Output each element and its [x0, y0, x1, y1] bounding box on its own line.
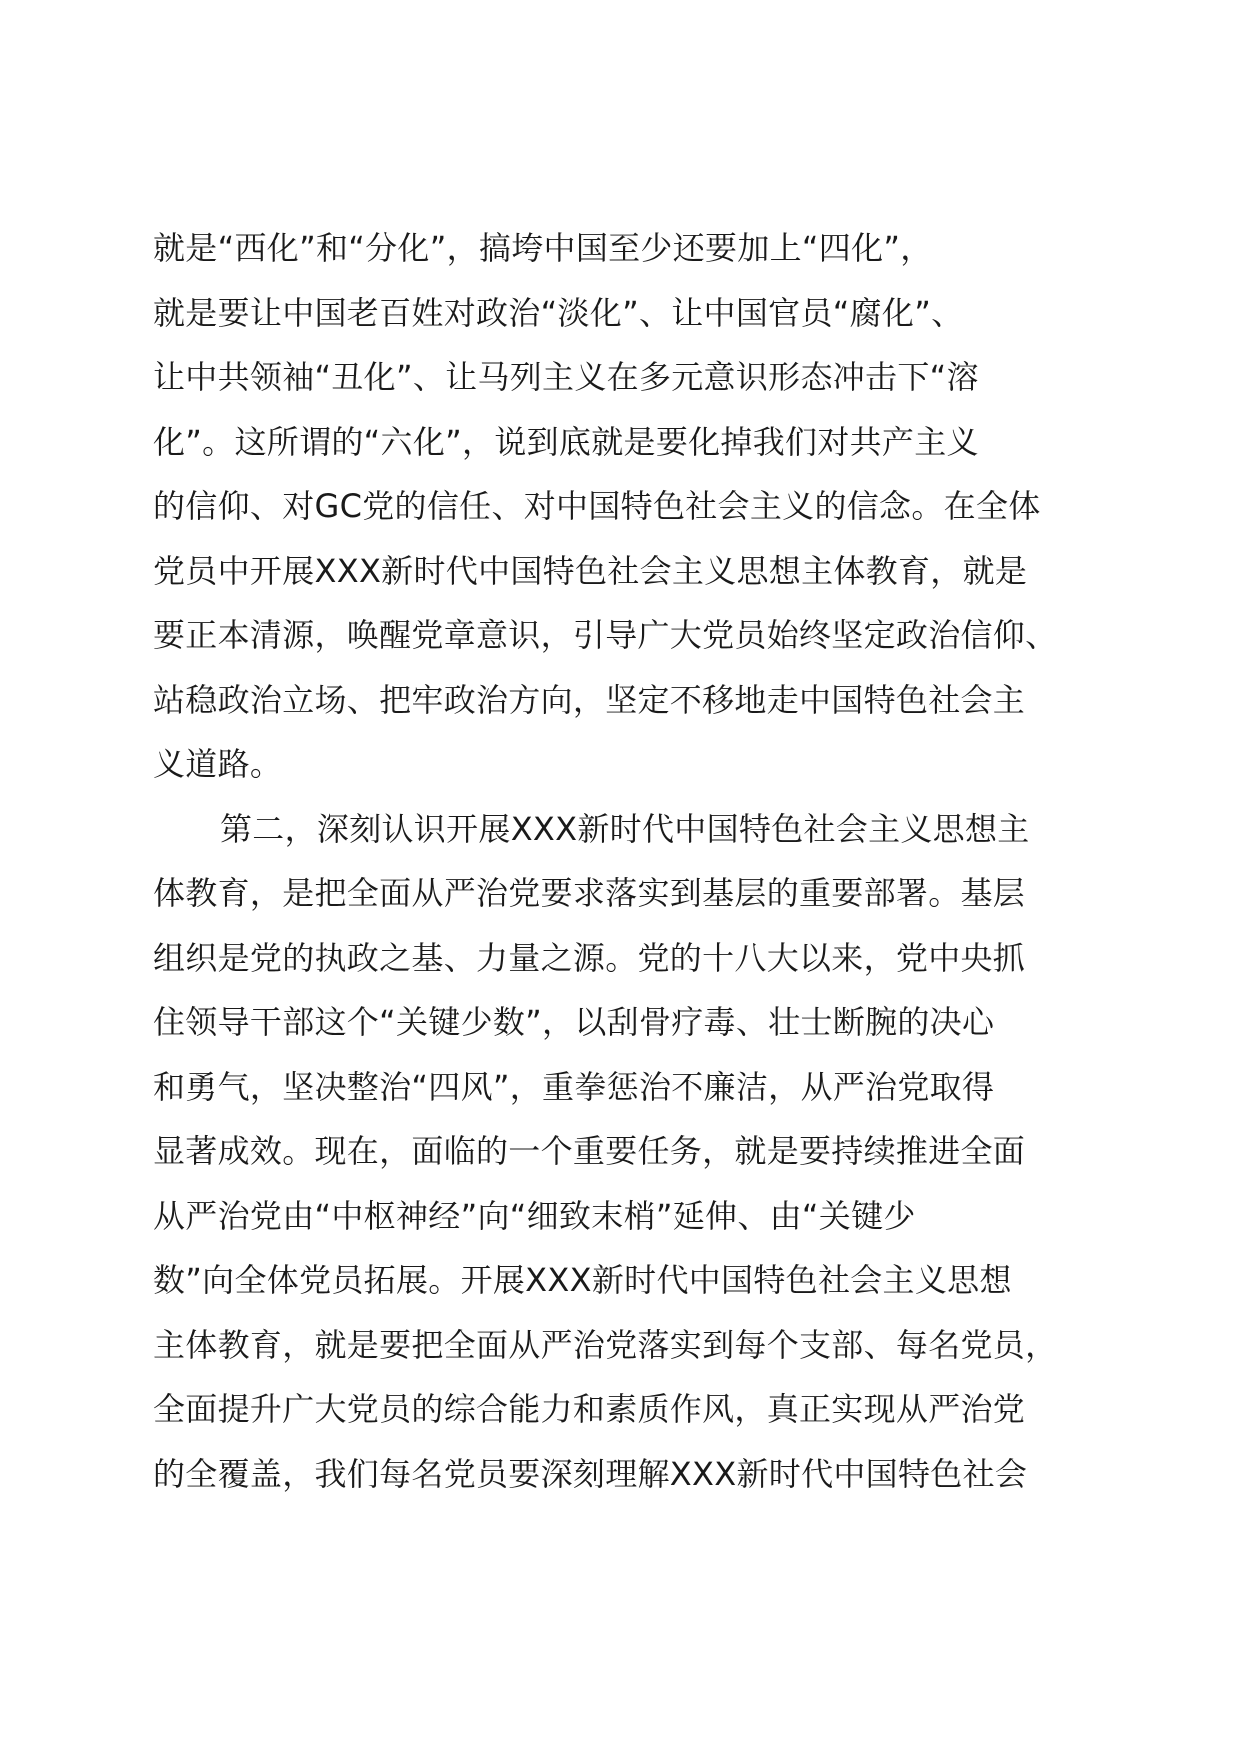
text-line: 体教育，是把全面从严治党要求落实到基层的重要部署。基层: [153, 874, 1026, 912]
text-line: 义道路。: [153, 745, 283, 783]
text-line: 全面提升广大党员的综合能力和素质作风，真正实现从严治党: [153, 1390, 1026, 1428]
text-line: 站稳政治立场、把牢政治方向，坚定不移地走中国特色社会主: [153, 680, 1026, 719]
text-line: 的全覆盖，我们每名党员要深刻理解XXX新时代中国特色社会: [153, 1454, 1028, 1493]
text-line: 住领导干部这个“关键少数”，以刮骨疗毒、壮士断腕的决心: [153, 1003, 995, 1041]
paragraph-start-line: 第二，深刻认识开展XXX新时代中国特色社会主义思想主: [220, 809, 1030, 848]
text-line: 让中共领袖“丑化”、让马列主义在多元意识形态冲击下“溶: [153, 358, 979, 396]
text-line: 就是“西化”和“分化”，搞垮中国至少还要加上“四化”，: [153, 229, 933, 267]
text-line: 就是要让中国老百姓对政治“淡化”、让中国官员“腐化”、: [153, 293, 964, 332]
text-line: 和勇气，坚决整治“四风”，重拳惩治不廉洁，从严治党取得: [153, 1067, 995, 1106]
text-line: 党员中开展XXX新时代中国特色社会主义思想主体教育，就是: [153, 551, 1028, 590]
text-line: 数”向全体党员拓展。开展XXX新时代中国特色社会主义思想: [153, 1261, 1012, 1299]
text-line: 主体教育，就是要把全面从严治党落实到每个支部、每名党员，: [153, 1325, 1058, 1364]
text-line: 的信仰、对GC党的信任、对中国特色社会主义的信念。在全体: [153, 487, 1041, 525]
text-line: 组织是党的执政之基、力量之源。党的十八大以来，党中央抓: [153, 938, 1026, 977]
text-line: 从严治党由“中枢神经”向“细致末梢”延伸、由“关键少: [153, 1196, 916, 1235]
text-line: 化”。这所谓的“六化”，说到底就是要化掉我们对共产主义: [153, 422, 979, 461]
text-line: 要正本清源，唤醒党章意识，引导广大党员始终坚定政治信仰、: [153, 616, 1058, 654]
text-line: 显著成效。现在，面临的一个重要任务，就是要持续推进全面: [153, 1132, 1026, 1170]
body-text: [153, 216, 1113, 1506]
